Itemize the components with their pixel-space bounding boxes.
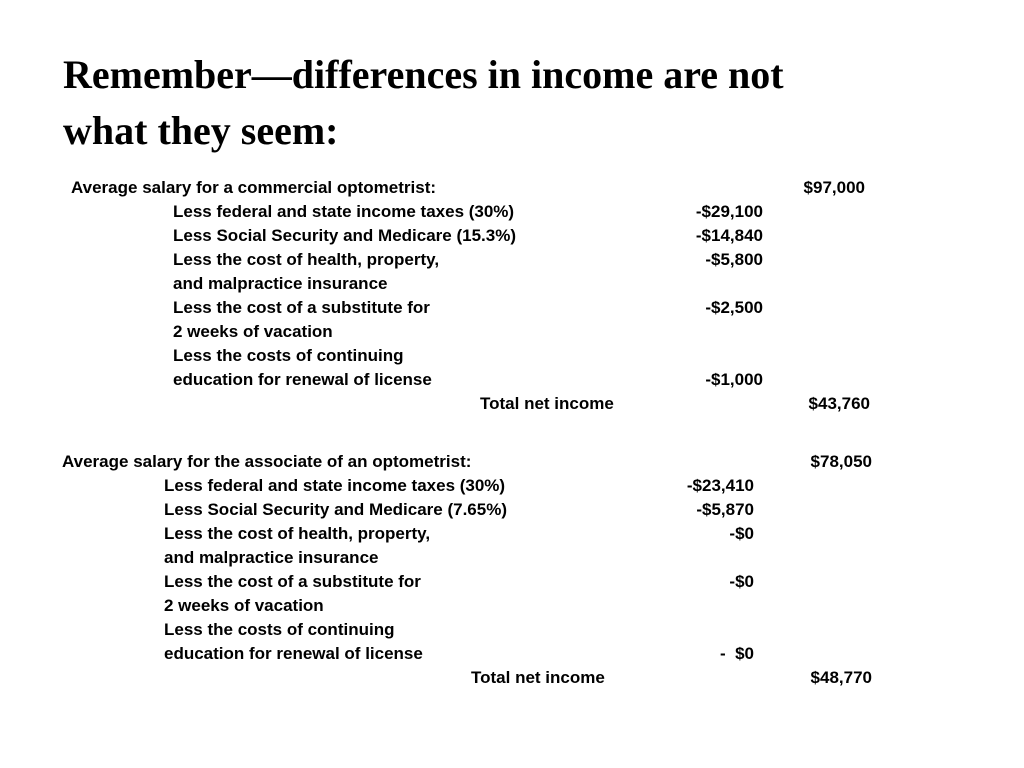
commercial-insurance-value: -$5,800 — [705, 250, 763, 269]
commercial-substitute-label-1: Less the cost of a substitute for — [173, 298, 430, 317]
associate-total-label: Total net income — [471, 668, 605, 687]
associate-heading: Average salary for the associate of an optometrist: — [62, 452, 472, 471]
commercial-total-label: Total net income — [480, 394, 614, 413]
commercial-salary: $97,000 — [803, 178, 865, 197]
associate-federal-tax-value: -$23,410 — [686, 476, 754, 495]
commercial-heading: Average salary for a commercial optometrist: — [71, 178, 437, 197]
commercial-substitute-value: -$2,500 — [705, 298, 763, 317]
associate-ss-value: -$5,870 — [696, 500, 754, 519]
associate-insurance-label-1: Less the cost of health, property, — [164, 524, 431, 543]
associate-insurance-label-2: and malpractice insurance — [164, 548, 379, 567]
associate-substitute-value: -$0 — [729, 572, 754, 591]
associate-salary: $78,050 — [810, 452, 872, 471]
slide-title-line-2: what they seem: — [63, 108, 339, 153]
commercial-education-label-2: education for renewal of license — [173, 370, 432, 389]
commercial-insurance-label-2: and malpractice insurance — [173, 274, 388, 293]
commercial-education-label-1: Less the costs of continuing — [173, 346, 404, 365]
commercial-ss-value: -$14,840 — [695, 226, 763, 245]
commercial-total-value: $43,760 — [808, 394, 870, 413]
commercial-insurance-label-1: Less the cost of health, property, — [173, 250, 440, 269]
commercial-federal-tax-label: Less federal and state income taxes (30%) — [173, 202, 515, 221]
associate-insurance-value: -$0 — [729, 524, 754, 543]
associate-ss-label: Less Social Security and Medicare (7.65%) — [164, 500, 507, 519]
associate-education-label-2: education for renewal of license — [164, 644, 423, 663]
commercial-ss-label: Less Social Security and Medicare (15.3%) — [173, 226, 516, 245]
associate-substitute-label-2: 2 weeks of vacation — [164, 596, 324, 615]
associate-education-label-1: Less the costs of continuing — [164, 620, 395, 639]
commercial-education-value: -$1,000 — [705, 370, 763, 389]
commercial-substitute-label-2: 2 weeks of vacation — [173, 322, 333, 341]
associate-substitute-label-1: Less the cost of a substitute for — [164, 572, 421, 591]
commercial-federal-tax-value: -$29,100 — [695, 202, 763, 221]
associate-federal-tax-label: Less federal and state income taxes (30%) — [164, 476, 506, 495]
associate-education-value: - $0 — [719, 644, 754, 663]
slide-title-line-1: Remember—differences in income are not — [63, 52, 784, 97]
slide-title — [63, 47, 963, 159]
associate-total-value: $48,770 — [810, 668, 872, 687]
